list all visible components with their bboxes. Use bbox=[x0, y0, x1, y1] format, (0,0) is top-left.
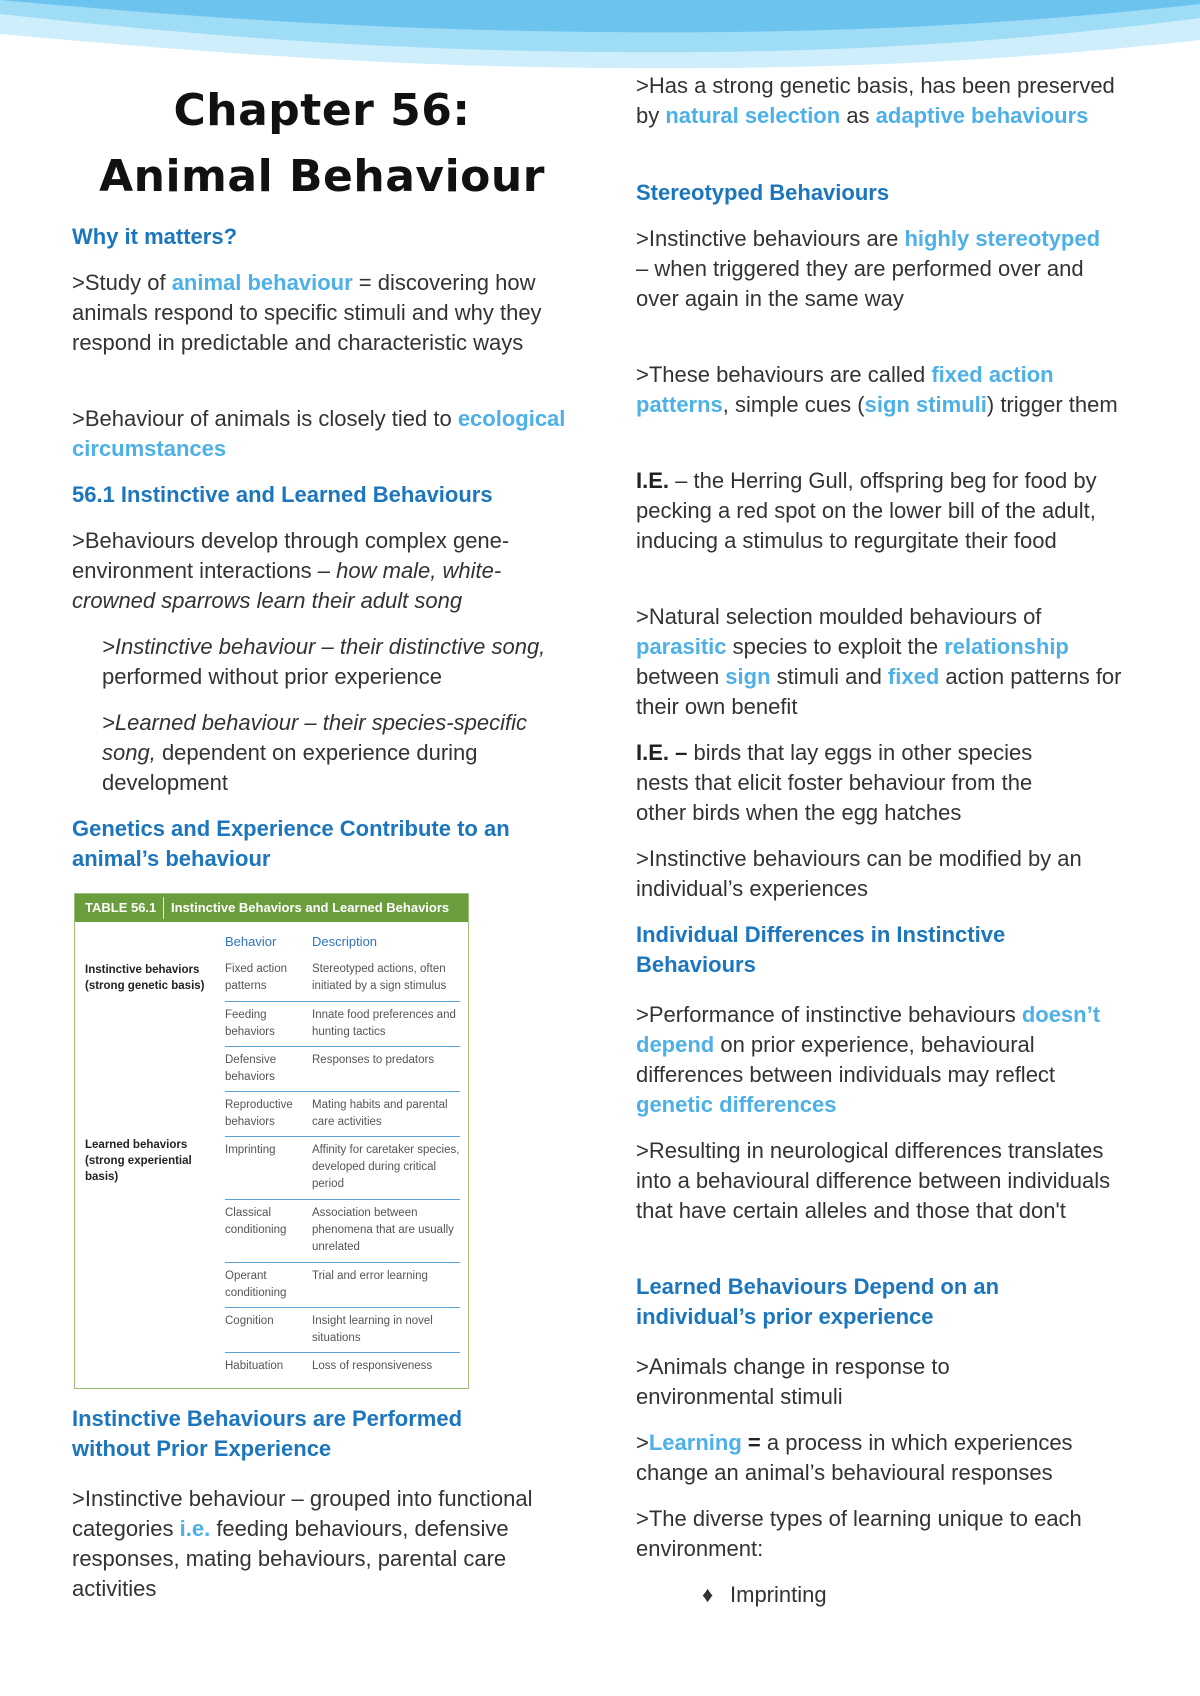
table-row: Defensive behaviors Responses to predators bbox=[225, 1046, 460, 1092]
table-number: TABLE 56.1 bbox=[85, 900, 157, 915]
paragraph-learned-song: >Learned behaviour – their species-specific song, dependent on experience during development bbox=[102, 710, 527, 795]
heading-learned-behaviours: Learned Behaviours Depend on an individual’s prior experience bbox=[636, 1274, 1000, 1329]
table-row: Habituation Loss of responsiveness bbox=[225, 1352, 460, 1383]
paragraph-fixed-action-patterns: >These behaviours are called fixed action patterns, simple cues (sign stimuli) trigger them bbox=[636, 362, 1118, 417]
heading-instinctive-performed: Instinctive Behaviours are Performed without Prior Experience bbox=[72, 1406, 463, 1461]
heading-56-1: 56.1 Instinctive and Learned Behaviours bbox=[72, 482, 493, 507]
paragraph-neurological: >Resulting in neurological differences translates into a behavioural difference between individuals that have certain alleles and those that don't bbox=[636, 1138, 1111, 1223]
table-caption: Instinctive Behaviors and Learned Behaviors bbox=[171, 900, 450, 915]
title-line-2: Animal Behaviour bbox=[99, 151, 545, 202]
table-row: Classical conditioning Association between phenomena that are usually unrelated bbox=[225, 1199, 460, 1263]
table-row: Feeding behaviors Innate food preferences and hunting tactics bbox=[225, 1001, 460, 1047]
heading-why-it-matters: Why it matters? bbox=[72, 224, 238, 249]
paragraph-diverse-types: >The diverse types of learning unique to each environment: bbox=[636, 1506, 1082, 1561]
paragraph-gene-environment: >Behaviours develop through complex gene-environment interactions – how male, white-crowned sparrows learn their adult song bbox=[72, 528, 510, 613]
paragraph-environmental-stimuli: >Animals change in response to environmental stimuli bbox=[636, 1354, 950, 1409]
table-col-behavior: Behavior bbox=[225, 934, 277, 949]
paragraph-functional-categories: >Instinctive behaviour – grouped into functional categories i.e. feeding behaviours, defensive responses, mating behaviours, parental care activities bbox=[72, 1486, 533, 1601]
table-row: Imprinting Affinity for caretaker species, developed during critical period bbox=[225, 1136, 460, 1200]
paragraph-learning-definition: >Learning = a process in which experiences change an animal’s behavioural responses bbox=[636, 1430, 1073, 1485]
table-row: Fixed action patterns Stereotyped actions, often initiated by a sign stimulus bbox=[225, 963, 447, 992]
paragraph-herring-gull: I.E. – the Herring Gull, offspring beg for food by pecking a red spot on the lower bill of the adult, inducing a stimulus to regurgitate their food bbox=[636, 468, 1097, 553]
paragraph-instinctive-song: >Instinctive behaviour – their distinctive song, performed without prior experience bbox=[102, 634, 546, 689]
table-col-description: Description bbox=[312, 934, 378, 949]
heading-genetics-experience: Genetics and Experience Contribute to an animal’s behaviour bbox=[72, 816, 510, 871]
paragraph-foster-behaviour: I.E. – birds that lay eggs in other species nests that elicit foster behaviour from the other birds when the egg hatches bbox=[636, 740, 1033, 825]
heading-stereotyped: Stereotyped Behaviours bbox=[636, 180, 890, 205]
diamond-bullet-icon: ♦ bbox=[702, 1582, 714, 1607]
header-wave-banner bbox=[0, 0, 1200, 80]
title-line-1: Chapter 56: bbox=[173, 85, 471, 136]
paragraph-highly-stereotyped: >Instinctive behaviours are highly stereotyped – when triggered they are performed over and over again in the same way bbox=[636, 226, 1101, 311]
table-row: Reproductive behaviors Mating habits and parental care activities bbox=[225, 1091, 460, 1137]
paragraph-study-of-behaviour: >Study of animal behaviour = discovering how animals respond to specific stimuli and why they respond in predictable and characteristic ways bbox=[72, 270, 542, 355]
paragraph-modified-by-experience: >Instinctive behaviours can be modified by an individual’s experiences bbox=[636, 846, 1082, 901]
table-row: Operant conditioning Trial and error learning bbox=[225, 1262, 460, 1308]
list-item: ♦ Imprinting bbox=[702, 1580, 827, 1610]
term-ie: i.e. bbox=[179, 1516, 211, 1541]
table-56-1-figure bbox=[74, 893, 469, 1389]
table-group-learned: Learned behaviors (strong experiential basis) bbox=[85, 1139, 192, 1183]
paragraph-ecological: >Behaviour of animals is closely tied to ecological circumstances bbox=[72, 406, 566, 461]
term-ecological-circumstances: ecological circumstances bbox=[72, 406, 566, 461]
table-header-divider bbox=[163, 897, 164, 919]
term-animal-behaviour: animal behaviour bbox=[171, 270, 353, 295]
page-title bbox=[72, 78, 572, 210]
paragraph-doesnt-depend: >Performance of instinctive behaviours doesn’t depend on prior experience, behavioural differences between individuals may reflect genetic differences bbox=[636, 1002, 1101, 1117]
paragraph-parasitic: >Natural selection moulded behaviours of parasitic species to exploit the relationship between sign stimuli and fixed action patterns for their own benefit bbox=[636, 604, 1122, 719]
table-header-bar bbox=[75, 894, 468, 922]
paragraph-genetic-basis: >Has a strong genetic basis, has been preserved by natural selection as adaptive behaviours bbox=[636, 73, 1115, 128]
table-group-instinctive: Instinctive behaviors (strong genetic basis) bbox=[85, 964, 205, 992]
table-row: Cognition Insight learning in novel situations bbox=[225, 1307, 460, 1353]
heading-individual-differences: Individual Differences in Instinctive Behaviours bbox=[636, 922, 1006, 977]
